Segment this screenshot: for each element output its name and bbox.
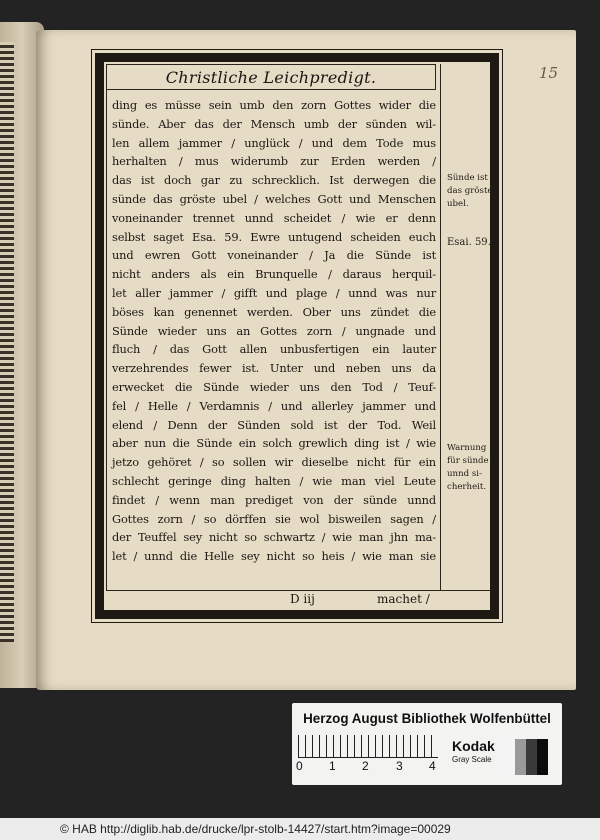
marginal-note-line: Sünde ist	[447, 173, 488, 183]
catchword: machet /	[377, 592, 430, 606]
marginal-note-line: für sünde	[447, 456, 489, 466]
gray-swatch	[515, 739, 526, 775]
library-target-label	[292, 703, 562, 785]
text-line: erwecket die Sünde wieder uns den Tod / Teuf-	[112, 379, 436, 394]
gray-scale-label: Gray Scale	[452, 755, 492, 764]
footer-bar	[0, 818, 600, 840]
bottom-rule	[106, 590, 491, 591]
text-line: let aller jammer / gifft und plage / unnd was nur	[112, 285, 436, 300]
text-line: elend / Denn der Sünden sold ist der Tod. Weil	[112, 417, 436, 432]
text-line: fel / Helle / Verdamnis / und allerley jammer und	[112, 398, 436, 413]
text-line: das ist doch gar zu schrecklich. Ist derwegen die	[112, 173, 436, 188]
ruler-number: 0	[296, 759, 303, 773]
text-line: böses kan genennet werden. Ober uns zündet die	[112, 304, 436, 319]
marginal-note-line: cherheit.	[447, 482, 487, 492]
running-head-box	[106, 64, 436, 90]
text-line: voneinander trennet unnd scheidet / wie er denn	[112, 210, 436, 225]
text-line: sünde das gröste ubel / welches Gott und Menschen	[112, 191, 436, 206]
text-line: herhalten / mus widerumb zur Erden werden /	[112, 154, 436, 169]
text-line: Gottes zorn / so dörffen sie wol bisweilen sagen /	[112, 511, 436, 526]
text-line: fluch / das Gott allen unbusfertigen ein lauter	[112, 342, 436, 357]
footer-copyright-url: © HAB http://diglib.hab.de/drucke/lpr-stolb-14427/start.htm?image=00029	[60, 822, 451, 836]
text-line: aber nun die Sünde ein solch grewlich ding ist / wie	[112, 436, 436, 451]
text-line: der Teuffel sey nicht so schwartz / wie man jhn ma-	[112, 530, 436, 545]
marginal-note-line: ubel.	[447, 199, 469, 209]
text-line: len allem jammer / unglück / und dem Tode mus	[112, 135, 436, 150]
gray-swatches	[504, 739, 548, 775]
text-line: let / unnd die Helle sey nicht so heis / wie man sie	[112, 549, 436, 564]
margin-rule	[440, 64, 441, 590]
text-column-rule	[106, 90, 107, 590]
text-line: und ewren Gott voneinander / Ja die Sünde ist	[112, 248, 436, 263]
gray-swatch	[504, 739, 515, 775]
marginal-note-line: unnd si-	[447, 469, 482, 479]
scale-ruler	[298, 735, 438, 758]
marginal-note	[447, 172, 493, 211]
folio-number: 15	[539, 64, 559, 82]
ruler-number: 2	[362, 759, 369, 773]
marginal-note	[447, 236, 491, 249]
text-line: jetzo gehöret / so sollen wir dieselbe nicht für ein	[112, 455, 436, 470]
text-line: schlecht geringe ding halten / wie man viel Leute	[112, 473, 436, 488]
gray-swatch	[526, 739, 537, 775]
text-line: selbst saget Esa. 59. Ewre untugend scheiden euch	[112, 229, 436, 244]
ruler-number: 4	[429, 759, 436, 773]
text-line: verzehrendes fewer ist. Unter und neben uns da	[112, 361, 436, 376]
marginal-note	[447, 442, 489, 494]
body-text	[112, 96, 436, 566]
ruler-number: 3	[396, 759, 403, 773]
gray-swatch	[537, 739, 548, 775]
left-page-border	[0, 42, 14, 642]
text-line: nicht anders als ein Brunquelle / daraus herquil-	[112, 267, 436, 282]
marginal-note-line: das gröste	[447, 186, 493, 196]
ruler-number: 1	[329, 759, 336, 773]
kodak-logo: Kodak	[452, 738, 495, 754]
marginal-note-line: Esai. 59.	[447, 237, 491, 248]
text-line: findet / wenn man prediget von der sünde unnd	[112, 492, 436, 507]
library-name: Herzog August Bibliothek Wolfenbüttel	[303, 711, 551, 726]
text-line: ding es müsse sein umb den zorn Gottes wider die	[112, 98, 436, 112]
signature-mark: D iij	[290, 592, 315, 606]
running-head: Christliche Leichpredigt.	[165, 68, 377, 87]
marginal-note-line: Warnung	[447, 443, 487, 453]
text-line: sünde. Aber das der Mensch umb der sünden wil-	[112, 116, 436, 131]
text-line: Sünde wieder uns an Gottes zorn / ungnade und	[112, 323, 436, 338]
